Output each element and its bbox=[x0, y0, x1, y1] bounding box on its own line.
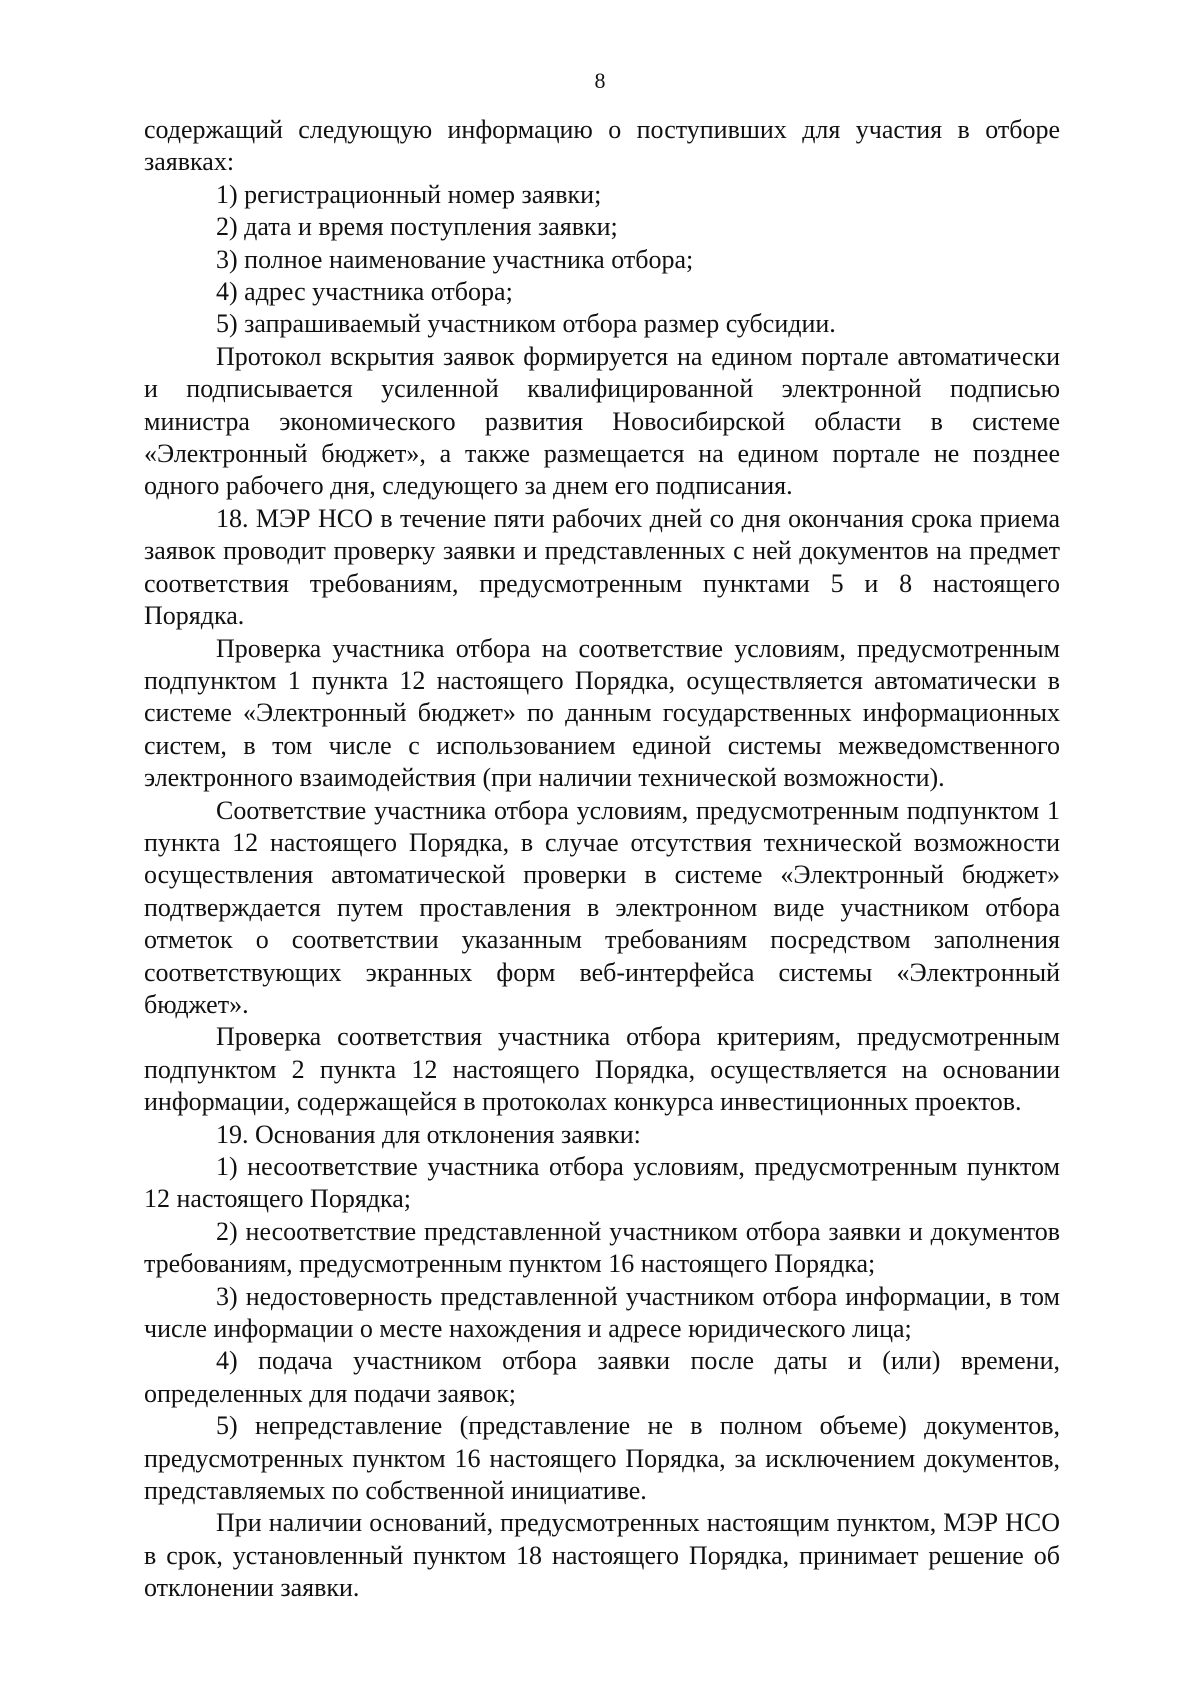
paragraph-item-19: 19. Основания для отклонения заявки: bbox=[216, 1119, 641, 1149]
document-body bbox=[144, 114, 1060, 1605]
rejection-reason-1: 1) несоответствие участника отбора условиям, предусмотренным пунктом 12 настоящего Порядка; bbox=[144, 1152, 1060, 1214]
rejection-reason-4: 4) подача участником отбора заявки после даты и (или) времени, определенных для подачи заявок; bbox=[144, 1346, 1060, 1408]
rejection-reason-2: 2) несоответствие представленной участником отбора заявки и документов требованиям, предусмотренным пунктом 16 настоящего Порядка; bbox=[144, 1216, 1060, 1279]
rejection-reason-5: 5) непредставление (представление не в полном объеме) документов, предусмотренных пунктом 16 настоящего Порядка, за исключением документов, представляемых по собственной инициативе. bbox=[144, 1411, 1060, 1506]
list-item-address: 4) адрес участника отбора; bbox=[216, 277, 513, 307]
paragraph-automatic-check: Проверка участника отбора на соответствие условиям, предусмотренным подпунктом 1 пункта 12 настоящего Порядка, осуществляется автоматически в системе «Электронный бюджет» по данным государственных информационных систем, в том числе с использованием единой системы межведомственного электронного взаимодействия (при наличии технической возможности). bbox=[144, 633, 1060, 793]
page-number: 8 bbox=[594, 68, 606, 93]
list-item-subsidy-amount: 5) запрашиваемый участником отбора размер субсидии. bbox=[216, 309, 836, 339]
paragraph-continuation: содержащий следующую информацию о поступивших для участия в отборе заявках: bbox=[144, 115, 1060, 177]
paragraph-item-18: 18. МЭР НСО в течение пяти рабочих дней со дня окончания срока приема заявок проводит проверку заявки и представленных с ней документов на предмет соответствия требованиям, предусмотренным пунктами 5 и 8 настоящего Порядка. bbox=[144, 503, 1060, 631]
paragraph-protocol: Протокол вскрытия заявок формируется на едином портале автоматически и подписывается усиленной квалифицированной электронной подписью министра экономического развития Новосибирской области в системе «Электронный бюджет», а также размещается на едином портале не позднее одного рабочего дня, следующего за днем его подписания. bbox=[144, 341, 1060, 501]
paragraph-rejection-decision: При наличии оснований, предусмотренных настоящим пунктом, МЭР НСО в срок, установленный пунктом 18 настоящего Порядка, принимает решение об отклонении заявки. bbox=[144, 1508, 1060, 1603]
list-item-full-name: 3) полное наименование участника отбора; bbox=[216, 244, 694, 274]
paragraph-manual-confirmation: Соответствие участника отбора условиям, предусмотренным подпунктом 1 пункта 12 настоящего Порядка, в случае отсутствия технической возможности осуществления автоматической проверки в системе «Электронный бюджет» подтверждается путем проставления в электронном виде участником отбора отметок о соответствии указанным требованиям посредством заполнения соответствующих экранных форм веб-интерфейса системы «Электронный бюджет». bbox=[144, 795, 1060, 1019]
rejection-reason-3: 3) недостоверность представленной участником отбора информации, в том числе информации о месте нахождения и адресе юридического лица; bbox=[144, 1281, 1060, 1344]
paragraph-criteria-check: Проверка соответствия участника отбора критериям, предусмотренным подпунктом 2 пункта 12 настоящего Порядка, осуществляется на основании информации, содержащейся в протоколах конкурса инвестиционных проектов. bbox=[144, 1022, 1060, 1117]
list-item-registration-number: 1) регистрационный номер заявки; bbox=[216, 179, 602, 209]
list-item-date-time: 2) дата и время поступления заявки; bbox=[216, 212, 618, 242]
